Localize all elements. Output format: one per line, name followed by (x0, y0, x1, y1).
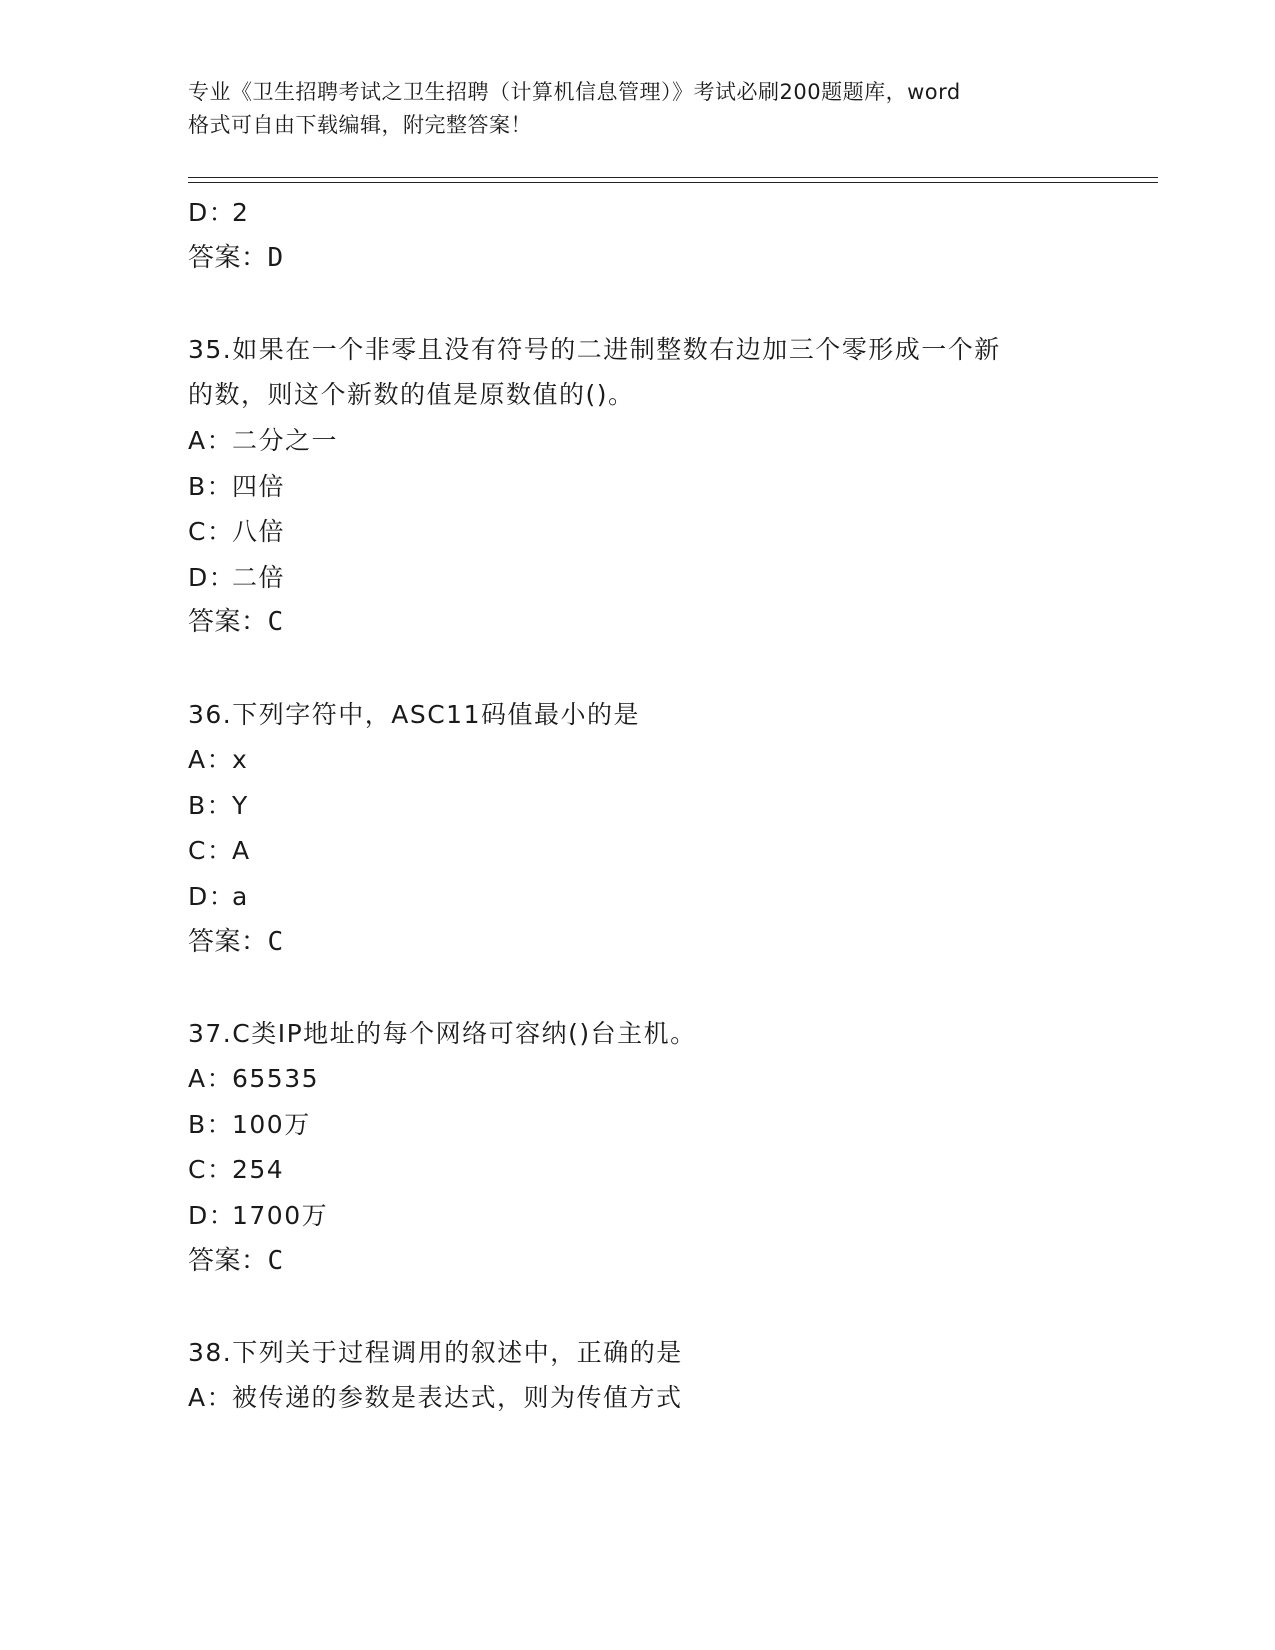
option-text: x (232, 745, 249, 775)
option-text: 100万 (232, 1109, 311, 1139)
question-35-stem-line-1: 35.如果在一个非零且没有符号的二进制整数右边加三个零形成一个新 (188, 334, 1001, 364)
header-line-2: 格式可自由下载编辑，附完整答案！ (188, 113, 532, 137)
option-text: 65535 (232, 1064, 320, 1094)
question-36-stem: 36.下列字符中，ASC11码值最小的是 (188, 699, 640, 729)
question-35-option-c (188, 509, 1158, 555)
option-label: A： (188, 425, 234, 455)
option-text: Y (232, 790, 249, 820)
spacer (188, 1284, 1158, 1330)
option-text: 二倍 (232, 562, 286, 592)
option-label: A： (188, 1383, 234, 1413)
question-35-answer: 答案：C (188, 607, 284, 638)
question-35-stem-line-2: 的数，则这个新数的值是原数值的()。 (188, 380, 635, 410)
option-label: C： (188, 836, 234, 866)
option-label: B： (188, 471, 234, 501)
header-line-1: 专业《卫生招聘考试之卫生招聘（计算机信息管理）》考试必刷200题题库，word (188, 80, 961, 104)
option-label: A： (188, 1064, 234, 1094)
option-text: 1700万 (232, 1201, 329, 1231)
question-36-option-d (188, 874, 1158, 920)
page-header (188, 76, 1088, 142)
question-35-option-d (188, 555, 1158, 601)
header-rule-bottom (188, 182, 1158, 183)
question-35-option-a (188, 418, 1158, 464)
question-37-option-c (188, 1147, 1158, 1193)
option-label: D： (188, 198, 236, 227)
option-label: D： (188, 881, 236, 911)
option-label: C： (188, 1155, 234, 1185)
header-rule-top (188, 177, 1158, 178)
question-35-option-b (188, 464, 1158, 510)
option-text: 二分之一 (232, 425, 339, 455)
question-36-option-a (188, 737, 1158, 783)
question-36-option-b (188, 783, 1158, 829)
question-36-answer: 答案：C (188, 926, 284, 957)
option-text: A (232, 836, 251, 866)
question-38-option-a (188, 1375, 1158, 1421)
option-label: D： (188, 1201, 236, 1231)
option-text: 四倍 (232, 471, 286, 501)
option-text: 254 (232, 1155, 285, 1185)
question-37-option-b (188, 1102, 1158, 1148)
question-36-option-c (188, 828, 1158, 874)
prev-answer: 答案：D (188, 242, 284, 273)
option-label: C： (188, 517, 234, 547)
option-text: 八倍 (232, 517, 286, 547)
spacer (188, 281, 1158, 327)
question-37-option-a (188, 1056, 1158, 1102)
spacer (188, 965, 1158, 1011)
question-37-option-d (188, 1193, 1158, 1239)
prev-option-d (188, 190, 1158, 236)
spacer (188, 646, 1158, 692)
question-38-stem: 38.下列关于过程调用的叙述中，正确的是 (188, 1337, 683, 1367)
option-label: A： (188, 745, 234, 775)
question-content (188, 190, 1158, 1421)
option-text: 2 (232, 198, 250, 227)
question-37-answer: 答案：C (188, 1245, 284, 1276)
option-label: B： (188, 790, 234, 820)
option-label: B： (188, 1109, 234, 1139)
option-text: 被传递的参数是表达式，则为传值方式 (232, 1383, 683, 1413)
option-label: D： (188, 562, 236, 592)
option-text: a (232, 881, 249, 911)
question-37-stem: 37.C类IP地址的每个网络可容纳()台主机。 (188, 1018, 697, 1048)
